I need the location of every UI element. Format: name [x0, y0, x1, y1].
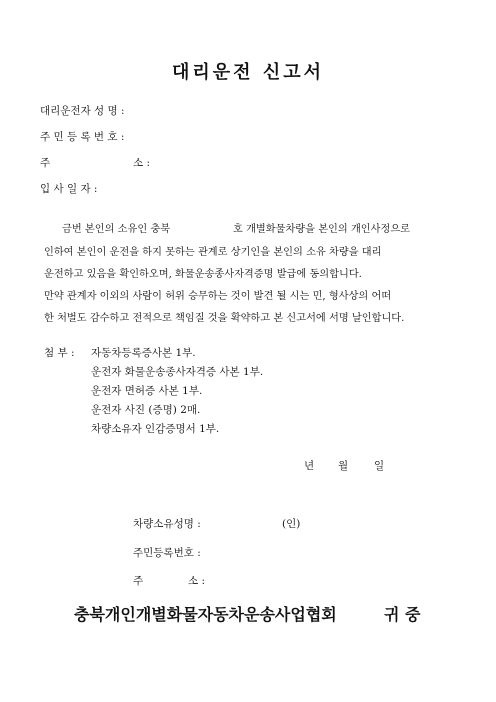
- attachment-item: 차량소유자 인감증명서 1부.: [91, 423, 220, 435]
- attachment-item: 운전자 사진 (증명) 2매.: [91, 404, 201, 416]
- body-line-4: 만약 관계자 이외의 사람이 허위 승무하는 것이 발견 될 시는 민, 형사상의 어떠: [44, 291, 392, 302]
- body-line-2: 인하여 본인이 운전을 하지 못하는 관계로 상기인을 본인의 소유 차량을 대리: [44, 247, 382, 258]
- address-colon: 소 :: [133, 157, 151, 169]
- date-day: 일: [374, 460, 385, 472]
- body-line-3: 운전하고 있음을 확인하오며, 화물운송종사자격증명 발급에 동의합니다.: [44, 269, 362, 280]
- attachment-item: 운전자 화물운송종사자격증 사본 1부.: [91, 366, 264, 378]
- attachment-item: 자동차등록증사본 1부.: [91, 347, 196, 359]
- date-month: 월: [338, 460, 349, 472]
- body-line-1b: 호 개별화물차량을 본인의 개인사정으로: [233, 224, 411, 235]
- body-line-1a: 금번 본인의 소유인 충북: [62, 224, 171, 235]
- recipient-organization: 충북개인개별화물자동차운송사업협회: [74, 605, 337, 624]
- hire-date-field: 입 사 일 자 :: [40, 183, 98, 195]
- owner-resident-label: 주민등록번호 :: [133, 547, 201, 559]
- owner-address-colon: 소 :: [188, 575, 206, 587]
- body-line-5: 한 처벌도 감수하고 전적으로 책임질 것을 확약하고 본 신고서에 서명 날인합니다.: [44, 313, 405, 324]
- attachments-label: 첨 부 :: [44, 347, 75, 359]
- attachment-item: 운전자 면허증 사본 1부.: [91, 385, 203, 397]
- recipient-honorific: 귀 중: [384, 605, 421, 624]
- seal-mark: (인): [282, 518, 301, 530]
- owner-name-label: 차량소유성명 :: [133, 518, 201, 530]
- driver-name-field: 대리운전자 성 명 :: [40, 105, 125, 117]
- owner-address-label: 주: [133, 575, 144, 587]
- date-year: 년: [304, 460, 315, 472]
- document-title: 대리운전 신고서: [172, 62, 324, 83]
- resident-number-field: 주 민 등 록 번 호 :: [40, 131, 125, 143]
- address-label: 주: [40, 157, 51, 169]
